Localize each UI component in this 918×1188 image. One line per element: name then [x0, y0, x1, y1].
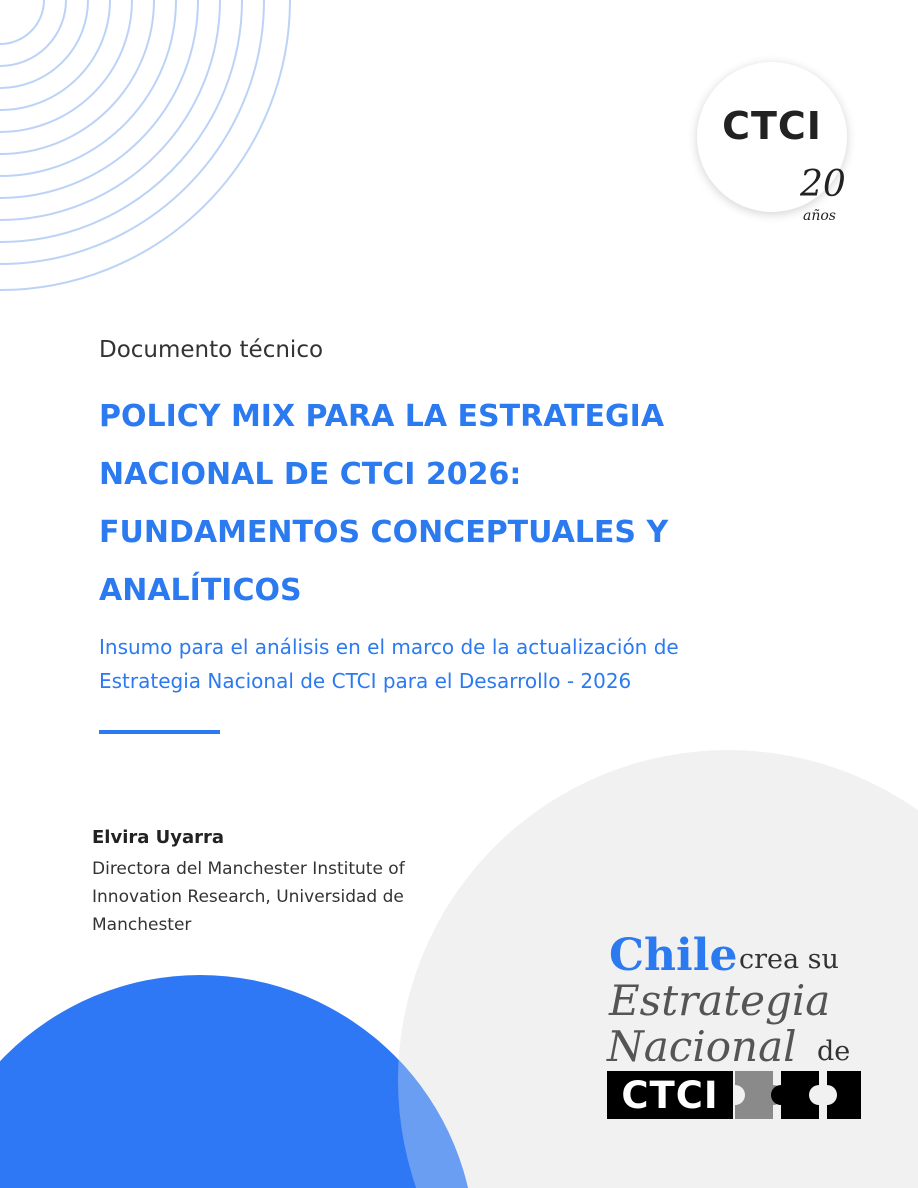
badge-brand: CTCI	[722, 104, 822, 148]
chile-estrategia-logo	[607, 930, 867, 1125]
logo-ctci-block	[607, 1071, 733, 1119]
badge-years: 20	[800, 164, 846, 205]
document-subtitle	[99, 630, 859, 698]
author-name: Elvira Uyarra	[92, 827, 225, 848]
affiliation-line: Directora del Manchester Institute of	[92, 859, 405, 879]
subtitle-line: Estrategia Nacional de CTCI para el Desarrollo - 2026	[99, 669, 632, 693]
logo-chile-word: Chile	[609, 930, 738, 981]
badge-years-word: años	[803, 208, 836, 224]
title-line: POLICY MIX PARA LA ESTRATEGIA	[99, 399, 665, 434]
puzzle-pieces-icon	[735, 1071, 861, 1119]
affiliation-line: Manchester	[92, 915, 192, 935]
affiliation-line: Innovation Research, Universidad de	[92, 887, 404, 907]
subtitle-line: Insumo para el análisis en el marco de la actualización de	[99, 635, 679, 659]
document-title	[99, 388, 839, 620]
concentric-arcs-decoration	[0, 0, 300, 300]
title-line: NACIONAL DE CTCI 2026:	[99, 457, 522, 492]
author-affiliation	[92, 855, 512, 939]
ctci-20-anos-badge	[697, 62, 847, 224]
logo-estrategia-word: Estrategia	[609, 976, 831, 1025]
logo-crea-su: crea su	[739, 944, 839, 975]
title-line: ANALÍTICOS	[99, 573, 302, 608]
title-line: FUNDAMENTOS CONCEPTUALES Y	[99, 515, 669, 550]
logo-ctci-text: CTCI	[621, 1074, 719, 1117]
document-type: Documento técnico	[99, 337, 324, 363]
logo-nacional-word: Nacional	[607, 1022, 797, 1071]
accent-divider	[99, 730, 220, 734]
logo-de-word: de	[817, 1036, 851, 1067]
